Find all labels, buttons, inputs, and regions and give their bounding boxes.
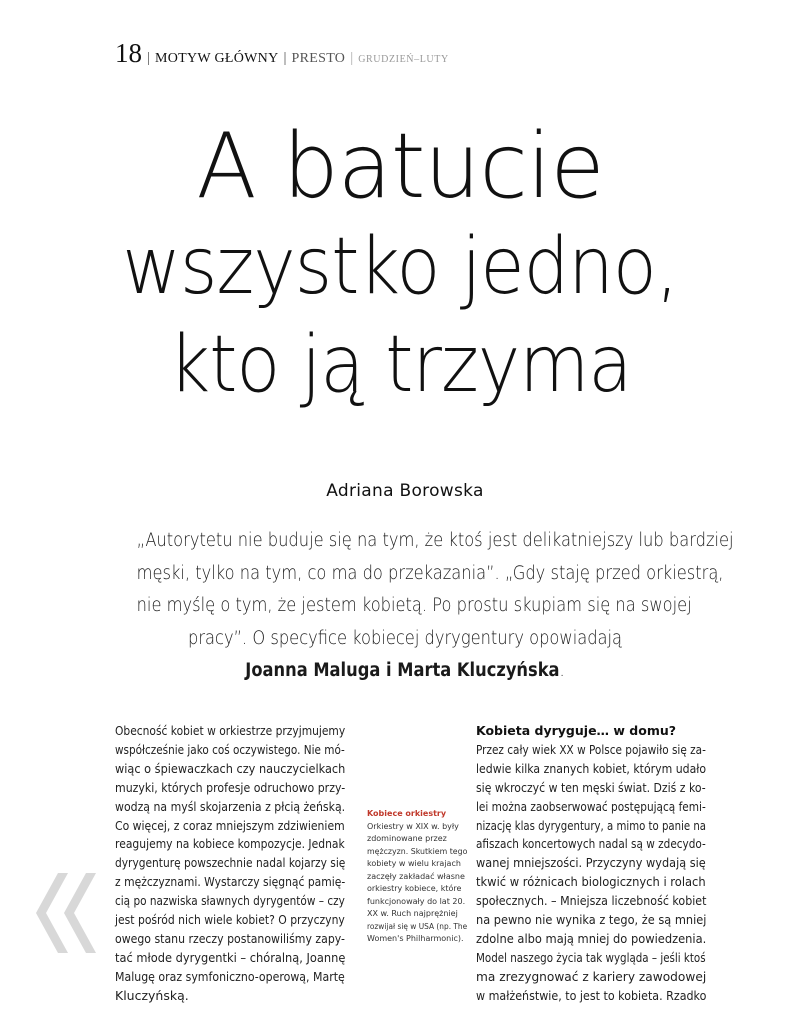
body-line: w małżeństwie, to jest to kobieta. Rzadko bbox=[476, 987, 707, 1003]
sidebar-line: kobiety w wielu krajach bbox=[367, 859, 461, 868]
header-separator: | bbox=[350, 50, 354, 66]
body-line: społecznych. – Mniejsza liczebność kobiet bbox=[476, 893, 707, 909]
sidebar-line: Women's Philharmonic). bbox=[367, 934, 464, 943]
body-line: lei można zaobserwować postępującą femi- bbox=[476, 798, 706, 814]
sidebar-box bbox=[367, 808, 467, 946]
sidebar-line: zdominowane przez bbox=[367, 834, 447, 843]
lead-end: . bbox=[559, 660, 565, 681]
issue-date: GRUDZIEŃ–LUTY bbox=[358, 54, 449, 65]
body-line: wiąc o śpiewaczkach czy nauczycielkach bbox=[115, 760, 346, 776]
body-column-left bbox=[115, 722, 345, 1006]
sidebar-line: funkcjonowały do lat 20. bbox=[367, 896, 466, 906]
body-line: tać młode dyrygentki – chóralną, Joannę bbox=[115, 949, 346, 965]
body-line: się wkroczyć w ten męski świat. Dziś z ko- bbox=[476, 779, 706, 795]
article-title-line-2: wszystko jedno, bbox=[122, 222, 678, 312]
sidebar-line: rozwijał się w USA (np. The bbox=[367, 921, 468, 931]
author-name: Adriana Borowska bbox=[326, 481, 484, 501]
lead-paragraph bbox=[100, 525, 734, 688]
double-angle-quote-icon bbox=[28, 868, 98, 958]
magazine-name: PRESTO bbox=[291, 51, 346, 66]
body-line: afiszach koncertowych nadal są w zdecydo- bbox=[476, 836, 706, 852]
header-separator: | bbox=[283, 50, 287, 66]
sidebar-title: Kobiece orkiestry bbox=[367, 809, 447, 818]
body-line: ledwie kilka znanych kobiet, którym udało bbox=[476, 760, 707, 776]
body-line: cią po nazwiska sławnych dyrygentów – czy bbox=[115, 893, 345, 909]
interviewee-names: Joanna Maluga i Marta Kluczyńska bbox=[245, 660, 560, 681]
sidebar-text bbox=[367, 821, 467, 946]
body-column-right-text bbox=[476, 741, 706, 1006]
body-line: wodzą na myśl skojarzenia z płcią żeńską. bbox=[115, 798, 346, 814]
body-line: współcześnie jako coś oczywistego. Nie mó- bbox=[115, 741, 345, 757]
body-line: na pewno nie wynika z tego, że są mniej bbox=[476, 912, 707, 928]
body-line: Obecność kobiet w orkiestrze przyjmujemy bbox=[115, 723, 346, 738]
sidebar-line: orkiestry kobiece, które bbox=[367, 884, 462, 893]
lead-line: nie myślę o tym, że jestem kobietą. Po prostu skupiam się na swojej bbox=[136, 595, 692, 616]
body-line: Przez cały wiek XX w Polsce pojawiło się za- bbox=[476, 741, 706, 757]
body-line: ma zrezygnować z kariery zawodowej bbox=[476, 968, 707, 984]
body-line: wanej mniejszości. Przyczyny wydają się bbox=[476, 855, 706, 871]
body-line: muzyki, których profesje odruchowo przy- bbox=[115, 779, 346, 795]
body-line: zdolne albo mają mniej do powiedzenia. bbox=[476, 930, 707, 946]
lead-line: „Autorytetu nie buduje się na tym, że ktoś jest delikatniejszy lub bardziej bbox=[136, 530, 734, 551]
body-line: Model naszego życia tak wygląda – jeśli ktoś bbox=[476, 949, 706, 965]
body-line: tkwić w różnicach biologicznych i rolach bbox=[476, 874, 706, 890]
sidebar-line: mężczyzn. Skutkiem tego bbox=[367, 846, 468, 856]
running-header bbox=[115, 38, 449, 70]
sidebar-line: zaczęły zakładać własne bbox=[367, 871, 465, 881]
article-title-line-3: kto ją trzyma bbox=[168, 320, 632, 410]
section-subheading: Kobieta dyryguje… w domu? bbox=[476, 723, 677, 738]
sidebar-line: XX w. Ruch najprężniej bbox=[367, 909, 458, 918]
header-separator: | bbox=[147, 50, 151, 66]
body-line: Co więcej, z coraz mniejszym zdziwieniem bbox=[115, 817, 345, 833]
body-column-right bbox=[476, 722, 706, 1006]
body-line: Kluczyńską. bbox=[115, 987, 189, 1003]
body-line: jest pośród nich wiele kobiet? O przyczyny bbox=[115, 912, 345, 928]
sidebar-line: Orkiestry w XIX w. były bbox=[367, 821, 459, 831]
lead-line: pracy”. O specyfice kobiecej dyrygentury opowiadają bbox=[187, 627, 623, 649]
body-line: z mężczyznami. Wystarczy sięgnąć pamię- bbox=[115, 874, 346, 890]
article-title-line-1: A batucie bbox=[196, 114, 604, 219]
body-line: owego stanu rzeczy postanowiliśmy zapy- bbox=[115, 930, 345, 946]
body-line: nizację klas dyrygentury, a mimo to panie na bbox=[476, 817, 707, 833]
body-line: dyrygenturę powszechnie nadal kojarzy się bbox=[115, 855, 346, 871]
section-name: MOTYW GŁÓWNY bbox=[155, 51, 279, 66]
lead-line bbox=[137, 655, 674, 688]
body-line: reagujemy na kobiece kompozycje. Jednak bbox=[115, 836, 345, 852]
body-line: Malugę oraz symfoniczno-operową, Martę bbox=[115, 968, 345, 984]
lead-line: męski, tylko na tym, co ma do przekazania”. „Gdy staję przed orkiestrą, bbox=[136, 562, 724, 584]
page-number: 18 bbox=[115, 38, 142, 68]
